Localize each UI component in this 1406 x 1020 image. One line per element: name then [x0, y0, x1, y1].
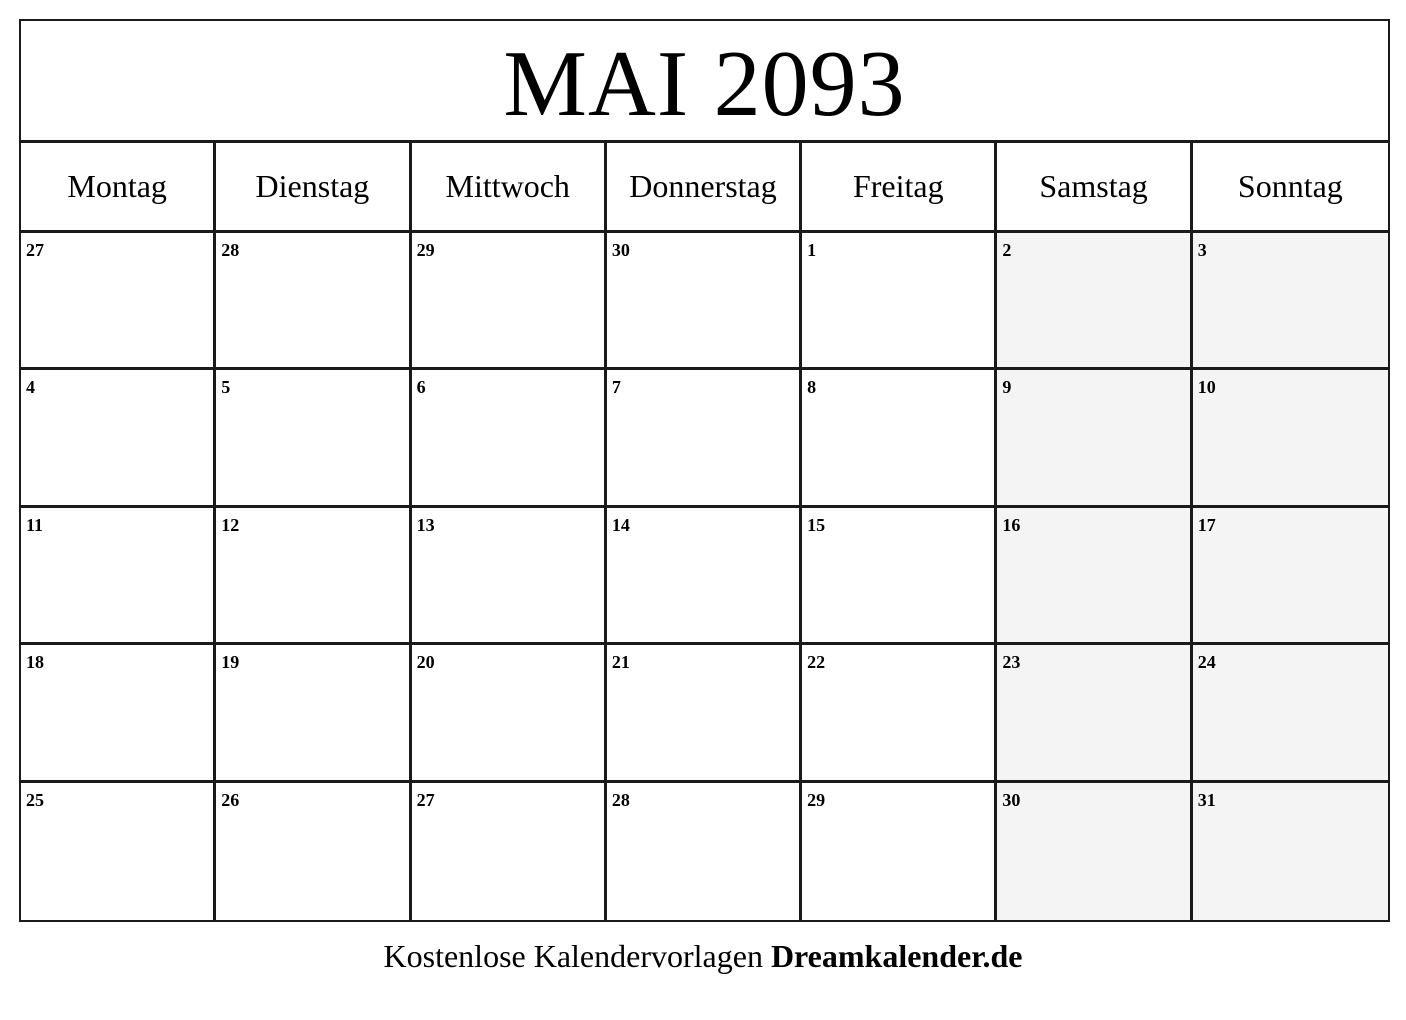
- day-cell: [607, 370, 802, 507]
- calendar-grid: [21, 143, 1388, 920]
- day-cell: [412, 645, 607, 782]
- day-cell: [21, 783, 216, 920]
- day-cell: [997, 645, 1192, 782]
- day-number: 3: [1197, 240, 1207, 260]
- day-cell: [997, 508, 1192, 645]
- day-number: 27: [26, 240, 44, 260]
- day-number: 18: [26, 652, 44, 673]
- day-cell: [21, 508, 216, 645]
- weekday-header: Mittwoch: [412, 143, 607, 233]
- weekday-header: Montag: [21, 143, 216, 233]
- day-number: 9: [1002, 377, 1012, 398]
- day-number: 6: [416, 377, 426, 398]
- title-bar: [21, 21, 1388, 143]
- day-cell: [412, 508, 607, 645]
- day-number: 29: [416, 240, 435, 260]
- day-number: 17: [1197, 514, 1216, 535]
- day-cell: [997, 233, 1192, 370]
- footer: [0, 938, 1406, 975]
- day-cell: [802, 645, 997, 782]
- day-number: 11: [26, 514, 44, 535]
- day-cell: [802, 370, 997, 507]
- day-number: 15: [807, 514, 826, 535]
- day-number: 5: [221, 377, 231, 398]
- day-number: 25: [26, 789, 44, 810]
- day-cell: [21, 645, 216, 782]
- day-number: 28: [221, 240, 240, 260]
- day-number: 20: [416, 652, 435, 673]
- day-number: 23: [1002, 652, 1021, 673]
- day-number: 31: [1197, 789, 1216, 810]
- day-number: 16: [1002, 514, 1021, 535]
- day-cell: [412, 370, 607, 507]
- weekday-header: Freitag: [802, 143, 997, 233]
- day-cell: [802, 233, 997, 370]
- month-title: MAI 2093: [503, 31, 906, 136]
- day-cell: [216, 645, 411, 782]
- day-number: 4: [26, 377, 35, 398]
- footer-brand: Dreamkalender.de: [770, 938, 1023, 974]
- day-number: 21: [611, 652, 630, 673]
- day-cell: [997, 783, 1192, 920]
- day-number: 10: [1197, 377, 1216, 398]
- day-cell: [607, 508, 802, 645]
- day-number: 8: [807, 377, 817, 398]
- day-number: 12: [221, 514, 240, 535]
- day-cell: [1193, 783, 1388, 920]
- footer-text: Kostenlose Kalendervorlagen: [383, 938, 771, 974]
- day-number: 2: [1002, 240, 1012, 260]
- day-cell: [412, 783, 607, 920]
- day-cell: [802, 783, 997, 920]
- day-cell: [802, 508, 997, 645]
- day-cell: [21, 370, 216, 507]
- day-number: 30: [1002, 789, 1021, 810]
- day-cell: [1193, 645, 1388, 782]
- day-cell: [21, 233, 216, 370]
- day-cell: [1193, 508, 1388, 645]
- day-number: 26: [221, 789, 240, 810]
- day-number: 29: [807, 789, 826, 810]
- day-cell: [216, 370, 411, 507]
- calendar: [19, 19, 1390, 922]
- day-cell: [607, 783, 802, 920]
- weekday-header: Sonntag: [1193, 143, 1388, 233]
- day-number: 22: [807, 652, 826, 673]
- weekday-header: Samstag: [997, 143, 1192, 233]
- day-number: 30: [611, 240, 630, 260]
- day-number: 1: [807, 240, 817, 260]
- day-cell: [607, 233, 802, 370]
- day-number: 13: [416, 514, 435, 535]
- weekday-header: Dienstag: [216, 143, 411, 233]
- day-cell: [1193, 233, 1388, 370]
- day-cell: [216, 233, 411, 370]
- day-number: 7: [611, 377, 621, 398]
- day-cell: [997, 370, 1192, 507]
- day-number: 19: [221, 652, 240, 673]
- day-number: 24: [1197, 652, 1216, 673]
- day-cell: [412, 233, 607, 370]
- day-number: 27: [416, 789, 435, 810]
- day-cell: [216, 783, 411, 920]
- weekday-header: Donnerstag: [607, 143, 802, 233]
- day-cell: [607, 645, 802, 782]
- day-number: 14: [611, 514, 630, 535]
- day-cell: [1193, 370, 1388, 507]
- day-number: 28: [611, 789, 630, 810]
- day-cell: [216, 508, 411, 645]
